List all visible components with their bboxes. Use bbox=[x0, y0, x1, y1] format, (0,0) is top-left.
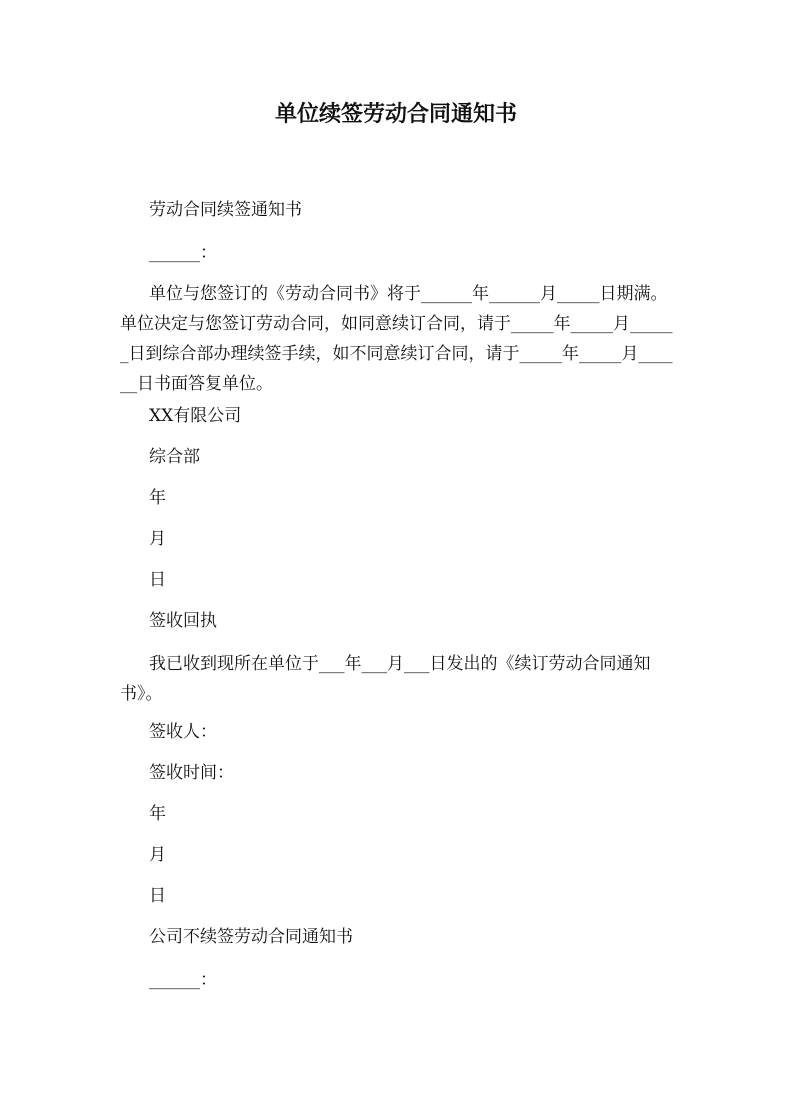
receipt-body-paragraph: 我已收到现所在单位于___年___月___日发出的《续订劳动合同通知书》。 bbox=[120, 654, 651, 704]
date-month: 月 bbox=[149, 529, 166, 549]
receipt-heading: 签收回执 bbox=[149, 611, 217, 631]
company-name: XX有限公司 bbox=[149, 406, 242, 426]
date2-month: 月 bbox=[149, 845, 166, 865]
date-year: 年 bbox=[149, 488, 166, 508]
date2-year: 年 bbox=[149, 804, 166, 824]
signer-label: 签收人： bbox=[149, 722, 217, 742]
salutation-blank-1: ______： bbox=[149, 243, 217, 263]
department-name: 综合部 bbox=[149, 447, 200, 467]
document-title: 单位续签劳动合同通知书 bbox=[274, 102, 517, 127]
section2-heading: 公司不续签劳动合同通知书 bbox=[149, 927, 353, 947]
sign-time-label: 签收时间： bbox=[149, 763, 234, 783]
date2-day: 日 bbox=[149, 886, 166, 906]
salutation-blank-2: ______： bbox=[149, 970, 217, 990]
section1-heading: 劳动合同续签通知书 bbox=[149, 200, 302, 220]
notice-body-paragraph: 单位与您签订的《劳动合同书》将于______年______月_____日期满。单位决定与您签订劳动合同，如同意续订合同，请于_____年_____月______日到综合部办理续签手续，如不同意续订合同，请于_____年_____月______日书面答复单位。 bbox=[120, 284, 673, 394]
date-day: 日 bbox=[149, 570, 166, 590]
